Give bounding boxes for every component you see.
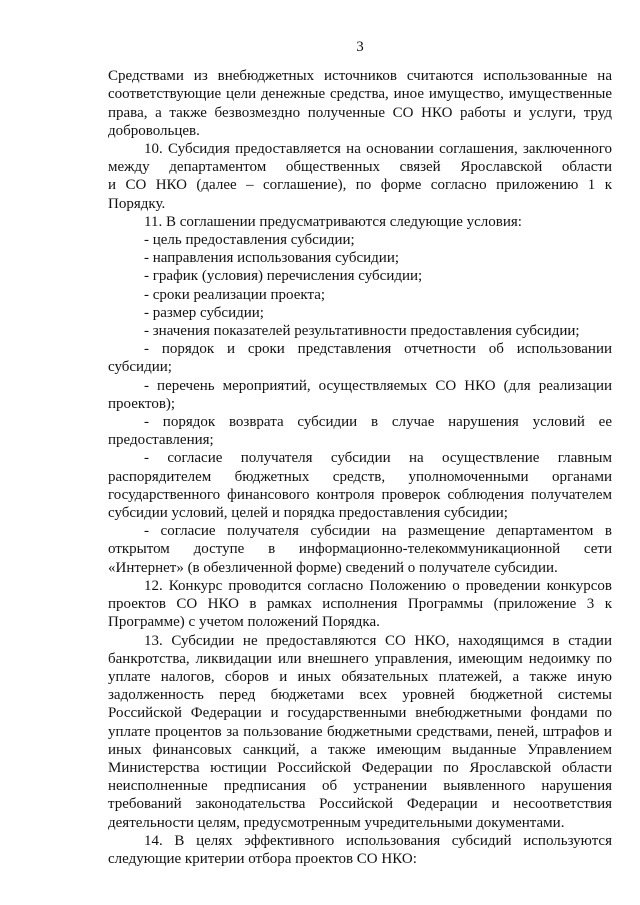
paragraph	[108, 267, 612, 285]
paragraph	[108, 213, 612, 231]
paragraph-line: Министерства юстиции Российской Федерации по Ярославской области	[108, 759, 612, 776]
page-number: 3	[356, 39, 364, 55]
paragraph-line: между департаментом общественных связей Ярославской области	[108, 159, 612, 176]
paragraph-line: Порядку.	[108, 195, 166, 212]
paragraph-line: иных финансовых санкций, а также имеющим выданные Управлением	[108, 741, 612, 758]
paragraph-line: - направления использования субсидии;	[144, 250, 400, 267]
paragraph	[108, 67, 612, 140]
paragraph-line: уплате процентов за пользование бюджетными средствами, пеней, штрафов и	[108, 723, 612, 740]
paragraph-line: - значения показателей результативности предоставления субсидии;	[144, 323, 580, 340]
paragraph-line: государственного финансового контроля проверок соблюдения получателем	[108, 486, 612, 503]
paragraph-line: - перечень мероприятий, осуществляемых СО НКО (для реализации	[144, 377, 612, 394]
paragraph-line: требований законодательства Российской Федерации и несоответствия	[108, 796, 612, 813]
paragraph-line: неисполненные предписания об устранении выявленного нарушения	[108, 778, 612, 795]
paragraph-line: - согласие получателя субсидии на размещение департаментом в	[144, 523, 612, 540]
paragraph	[108, 322, 612, 340]
paragraph-line: 10. Субсидия предоставляется на основании соглашения, заключенного	[144, 141, 612, 158]
paragraph	[108, 522, 612, 577]
paragraph-line: субсидии условий, целей и порядка предоставления субсидии;	[108, 505, 508, 522]
paragraph	[108, 249, 612, 267]
paragraph	[108, 832, 612, 868]
paragraph-line: субсидии;	[108, 359, 172, 376]
paragraph	[108, 449, 612, 522]
paragraph-line: - порядок возврата субсидии в случае нарушения условий ее	[144, 414, 612, 431]
paragraph-line: права, а также безвозмездно полученные СО НКО работы и услуги, труд	[108, 104, 612, 121]
paragraph-line: - порядок и сроки представления отчетности об использовании	[144, 341, 612, 358]
paragraph-line: задолженность перед бюджетами всех уровней бюджетной системы	[108, 687, 612, 704]
paragraph-line: банкротства, ликвидации или внешнего управления, имеющим недоимку по	[108, 650, 612, 667]
paragraph-line: и СО НКО (далее – соглашение), по форме согласно приложению 1 к	[108, 177, 612, 194]
paragraph-line: 12. Конкурс проводится согласно Положению о проведении конкурсов	[144, 577, 612, 594]
paragraph	[108, 413, 612, 449]
paragraph-line: - размер субсидии;	[144, 304, 264, 321]
paragraph-line: 14. В целях эффективного использования субсидий используются	[144, 832, 612, 849]
paragraph-line: проектов);	[108, 395, 176, 412]
paragraph-line: открытом доступе в информационно-телекоммуникационной сети	[108, 541, 612, 558]
paragraph	[108, 577, 612, 632]
paragraph-line: - график (условия) перечисления субсидии;	[144, 268, 423, 285]
paragraph-line: Программе) с учетом положений Порядка.	[108, 614, 380, 631]
paragraph	[108, 231, 612, 249]
paragraph-line: 13. Субсидии не предоставляются СО НКО, находящимся в стадии	[144, 632, 612, 649]
paragraph	[108, 377, 612, 413]
paragraph-line: соответствующие цели денежные средства, иное имущество, имущественные	[108, 86, 612, 103]
paragraph-line: деятельности целям, предусмотренным учредительными документами.	[108, 814, 565, 831]
paragraph-line: - цель предоставления субсидии;	[144, 232, 355, 249]
document-body	[108, 67, 612, 868]
paragraph-line: уплате налогов, сборов и иных обязательных платежей, а также иную	[108, 668, 612, 685]
paragraph-line: - согласие получателя субсидии на осуществление главным	[144, 450, 612, 467]
paragraph-line: - сроки реализации проекта;	[144, 286, 326, 303]
paragraph-line: Средствами из внебюджетных источников считаются использованные на	[108, 68, 612, 85]
paragraph	[108, 304, 612, 322]
paragraph-line: 11. В соглашении предусматриваются следующие условия:	[144, 213, 522, 230]
paragraph	[108, 340, 612, 376]
paragraph-line: «Интернет» (в обезличенной форме) сведений о получателе субсидии.	[108, 559, 558, 576]
paragraph	[108, 140, 612, 213]
paragraph	[108, 632, 612, 832]
paragraph-line: Российской Федерации и государственными внебюджетными фондами по	[108, 705, 612, 722]
paragraph-line: распорядителем бюджетных средств, уполномоченными органами	[108, 468, 612, 485]
paragraph-line: предоставления;	[108, 432, 214, 449]
paragraph	[108, 286, 612, 304]
paragraph-line: добровольцев.	[108, 122, 200, 139]
paragraph-line: проектов СО НКО в рамках исполнения Программы (приложение 3 к	[108, 596, 612, 613]
paragraph-line: следующие критерии отбора проектов СО НКО:	[108, 850, 417, 867]
